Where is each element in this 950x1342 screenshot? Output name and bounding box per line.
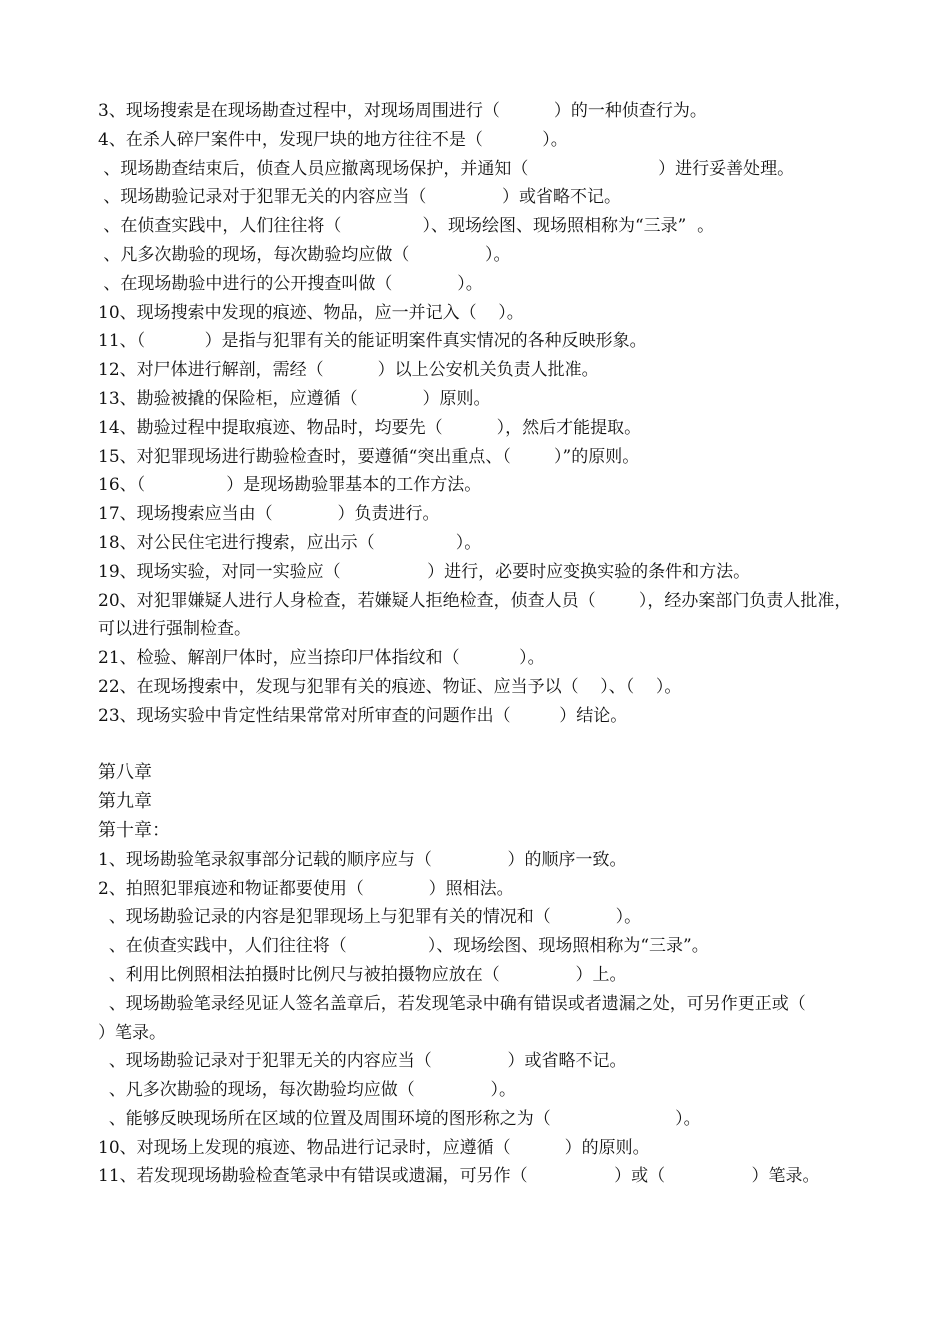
question-4: 4、在杀人碎尸案件中，发现尸块的地方往往不是（ ）。 <box>98 129 568 150</box>
question-23: 23、现场实验中肯定性结果常常对所审查的问题作出（ ）结论。 <box>98 705 628 726</box>
question-6: 、现场勘验记录对于犯罪无关的内容应当（ ）或省略不记。 <box>98 187 622 208</box>
ch10-question-11: 11、若发现现场勘验检查笔录中有错误或遗漏，可另作（ ）或（ ）笔录。 <box>98 1166 820 1187</box>
chapter-10-heading: 第十章： <box>98 819 170 841</box>
ch10-question-7: 、现场勘验记录对于犯罪无关的内容应当（ ）或省略不记。 <box>98 1051 627 1072</box>
question-11: 11、（ ）是指与犯罪有关的能证明案件真实情况的各种反映形象。 <box>98 331 647 352</box>
question-9: 、在现场勘验中进行的公开搜查叫做（ ）。 <box>98 273 483 294</box>
question-7: 、在侦查实践中，人们往往将（ ）、现场绘图、现场照相称为“三录” 。 <box>98 216 715 237</box>
chapter-9-heading: 第九章 <box>98 791 152 813</box>
ch10-question-10: 10、对现场上发现的痕迹、物品进行记录时，应遵循（ ）的原则。 <box>98 1137 650 1158</box>
question-20: 20、对犯罪嫌疑人进行人身检查，若嫌疑人拒绝检查，侦查人员（ ），经办案部门负责人批准，可以进行强制检查。 <box>98 590 852 640</box>
ch10-question-2: 2、拍照犯罪痕迹和物证都要使用（ ）照相法。 <box>98 878 514 899</box>
question-13: 13、勘验被撬的保险柜，应遵循（ ）原则。 <box>98 388 491 409</box>
ch10-question-4: 、在侦查实践中，人们往往将（ ）、现场绘图、现场照相称为“三录”。 <box>98 936 709 957</box>
question-3: 3、现场搜索是在现场勘查过程中，对现场周围进行（ ）的一种侦查行为。 <box>98 101 707 121</box>
ch10-question-9: 、能够反映现场所在区域的位置及周围环境的图形称之为（ ）。 <box>98 1108 701 1129</box>
question-17: 17、现场搜索应当由（ ）负责进行。 <box>98 504 440 525</box>
ch10-question-5: 、利用比例照相法拍摄时比例尺与被拍摄物应放在（ ）上。 <box>98 964 627 985</box>
question-22: 22、在现场搜索中，发现与犯罪有关的痕迹、物证、应当予以（ ）、（ ）。 <box>98 676 682 697</box>
question-21: 21、检验、解剖尸体时，应当捺印尸体指纹和（ ）。 <box>98 648 545 669</box>
question-8: 、凡多次勘验的现场，每次勘验均应做（ ）。 <box>98 244 511 265</box>
section-7-questions <box>98 97 858 731</box>
document-body <box>98 97 871 1191</box>
ch10-question-3: 、现场勘验记录的内容是犯罪现场上与犯罪有关的情况和（ ）。 <box>98 907 642 928</box>
question-19: 19、现场实验，对同一实验应（ ）进行，必要时应变换实验的条件和方法。 <box>98 561 751 582</box>
question-18: 18、对公民住宅进行搜索，应出示（ ）。 <box>98 532 482 553</box>
ch10-question-6: 、现场勘验笔录经见证人签名盖章后，若发现笔录中确有错误或者遗漏之处，可另作更正或（ ）笔录。 <box>98 993 871 1043</box>
question-10: 10、现场搜索中发现的痕迹、物品，应一并记入（ ）。 <box>98 302 524 323</box>
question-16: 16、（ ）是现场勘验罪基本的工作方法。 <box>98 475 482 496</box>
blank-spacer <box>98 731 858 760</box>
question-12: 12、对尸体进行解剖，需经（ ）以上公安机关负责人批准。 <box>98 360 599 381</box>
chapter-8-heading: 第八章 <box>98 762 152 784</box>
question-15: 15、对犯罪现场进行勘验检查时，要遵循“突出重点、（ ）”的原则。 <box>98 446 640 467</box>
question-14: 14、勘验过程中提取痕迹、物品时，均要先（ ），然后才能提取。 <box>98 417 642 438</box>
section-10-questions <box>98 846 871 1192</box>
question-5: 、现场勘查结束后，侦查人员应撤离现场保护，并通知（ ）进行妥善处理。 <box>98 158 795 179</box>
ch10-question-1: 1、现场勘验笔录叙事部分记载的顺序应与（ ）的顺序一致。 <box>98 849 627 870</box>
ch10-question-8: 、凡多次勘验的现场，每次勘验均应做（ ）。 <box>98 1080 516 1101</box>
